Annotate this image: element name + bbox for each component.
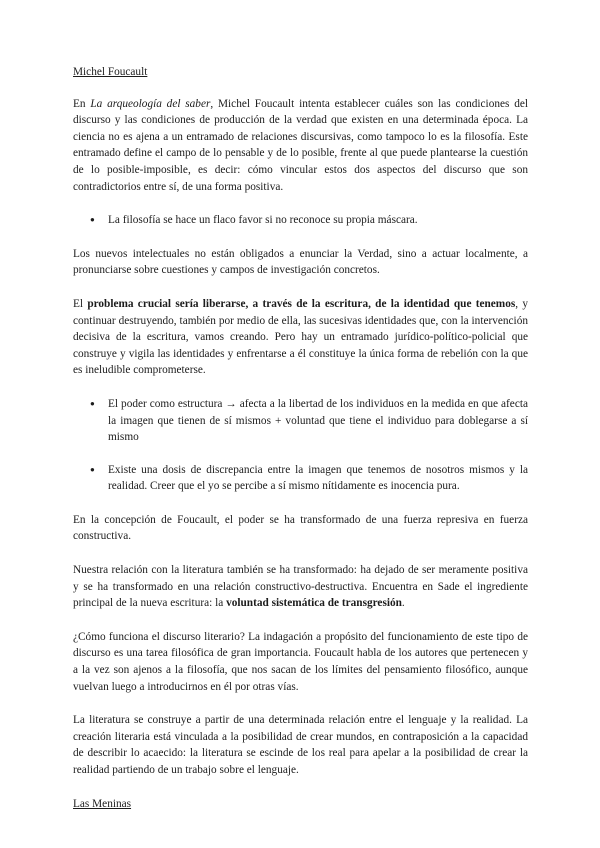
p5-end: . (401, 597, 405, 610)
paragraph-discurso-literario: ¿Cómo funciona el discurso literario? La indagación a propósito del funcionamiento de este tipo de discurso es una tarea filosófica de gran importancia. Foucault habla de los autores que pertenecen y a la vez son ajenos a la filosofía, que nos sacan de los límites del pensamiento filosófico, aunque vuelvan luego a introducirnos en él por otras vías. (73, 630, 528, 693)
list-item-text: La filosofía se hace un flaco favor si no reconoce su propia máscara. (108, 214, 418, 227)
section-heading-foucault: Michel Foucault (73, 66, 148, 78)
p1-rest: , Michel Foucault intenta establecer cuáles son las condiciones del discurso y las condiciones de producción de la verdad que existen en una determinada época. La ciencia no es ajena a un entramado de relaciones discursivas, como tampoco lo es la filosofía. Este entramado define el campo de lo pensable y de lo posible, frente al que puede plantearse la cuestión de lo posible-imposible, es decir: cómo vincular estos dos aspectos del discurso que son contradictorios entre sí, de una forma positiva. (73, 97, 528, 193)
p3-rest: , y continuar destruyendo, también por medio de ella, las sucesivas identidades que, con la intervención decisiva de la escritura, vamos creando. Pero hay un entramado jurídico-político-policial que construye y vigila las identidades y enfrentarse a él constituye la única forma de rebelión con la que es ineludible comprometerse. (73, 297, 529, 377)
paragraph-literatura-lenguaje: La literatura se construye a partir de una determinada relación entre el lenguaje y la realidad. La creación literaria está vinculada a la posibilidad de crear mundos, en contraposición a la capacidad de describir lo acaecido: la literatura se escinde de los real para apelar a la posibilidad de crear la realidad partiendo de un trabajo sobre el lenguaje. (73, 714, 528, 776)
document-page (73, 64, 528, 827)
list-item (73, 212, 528, 229)
bullet-icon: ● (90, 464, 95, 474)
p5-bold: voluntad sistemática de transgresión (226, 597, 402, 610)
p5-text: Nuestra relación con la literatura también se ha transformado: ha dejado de ser meramente positiva y se ha transformado en una relación constructivo-destructiva. Encuentra en Sade el ingrediente principal de la nueva escritura: la (73, 564, 528, 610)
paragraph-literatura-relacion (73, 562, 528, 612)
book-title: La arqueología del saber (90, 97, 211, 110)
list-item-text: El poder como estructura → afecta a la libertad de los individuos en la medida en que afecta la imagen que tienen de sí mismos + voluntad que tiene el individuo para doblegarse a sí mismo (108, 397, 528, 444)
section-heading-meninas: Las Meninas (73, 797, 132, 810)
p3-intro: El (73, 297, 88, 310)
bullet-list-2 (73, 396, 528, 495)
list-item (73, 396, 528, 446)
bullet-icon: ● (90, 215, 95, 225)
bullet-list-1 (73, 212, 528, 229)
paragraph-problema-crucial (73, 296, 528, 379)
list-item (73, 462, 528, 495)
p1-intro: En (73, 97, 91, 110)
list-item-text: Existe una dosis de discrepancia entre la imagen que tenemos de nosotros mismos y la realidad. Creer que el yo se percibe a sí mismo nítidamente es inocencia pura. (108, 463, 528, 493)
paragraph-poder: En la concepción de Foucault, el poder se ha transformado de una fuerza represiva en fuerza constructiva. (73, 513, 528, 543)
p3-bold: problema crucial sería liberarse, a través de la escritura, de la identidad que tenemos (87, 297, 516, 310)
bullet-icon: ● (90, 398, 95, 408)
paragraph-arqueologia (73, 96, 528, 196)
paragraph-intelectuales: Los nuevos intelectuales no están obligados a enunciar la Verdad, sino a actuar localmente, a pronunciarse sobre cuestiones y campos de investigación concretos. (73, 247, 528, 277)
